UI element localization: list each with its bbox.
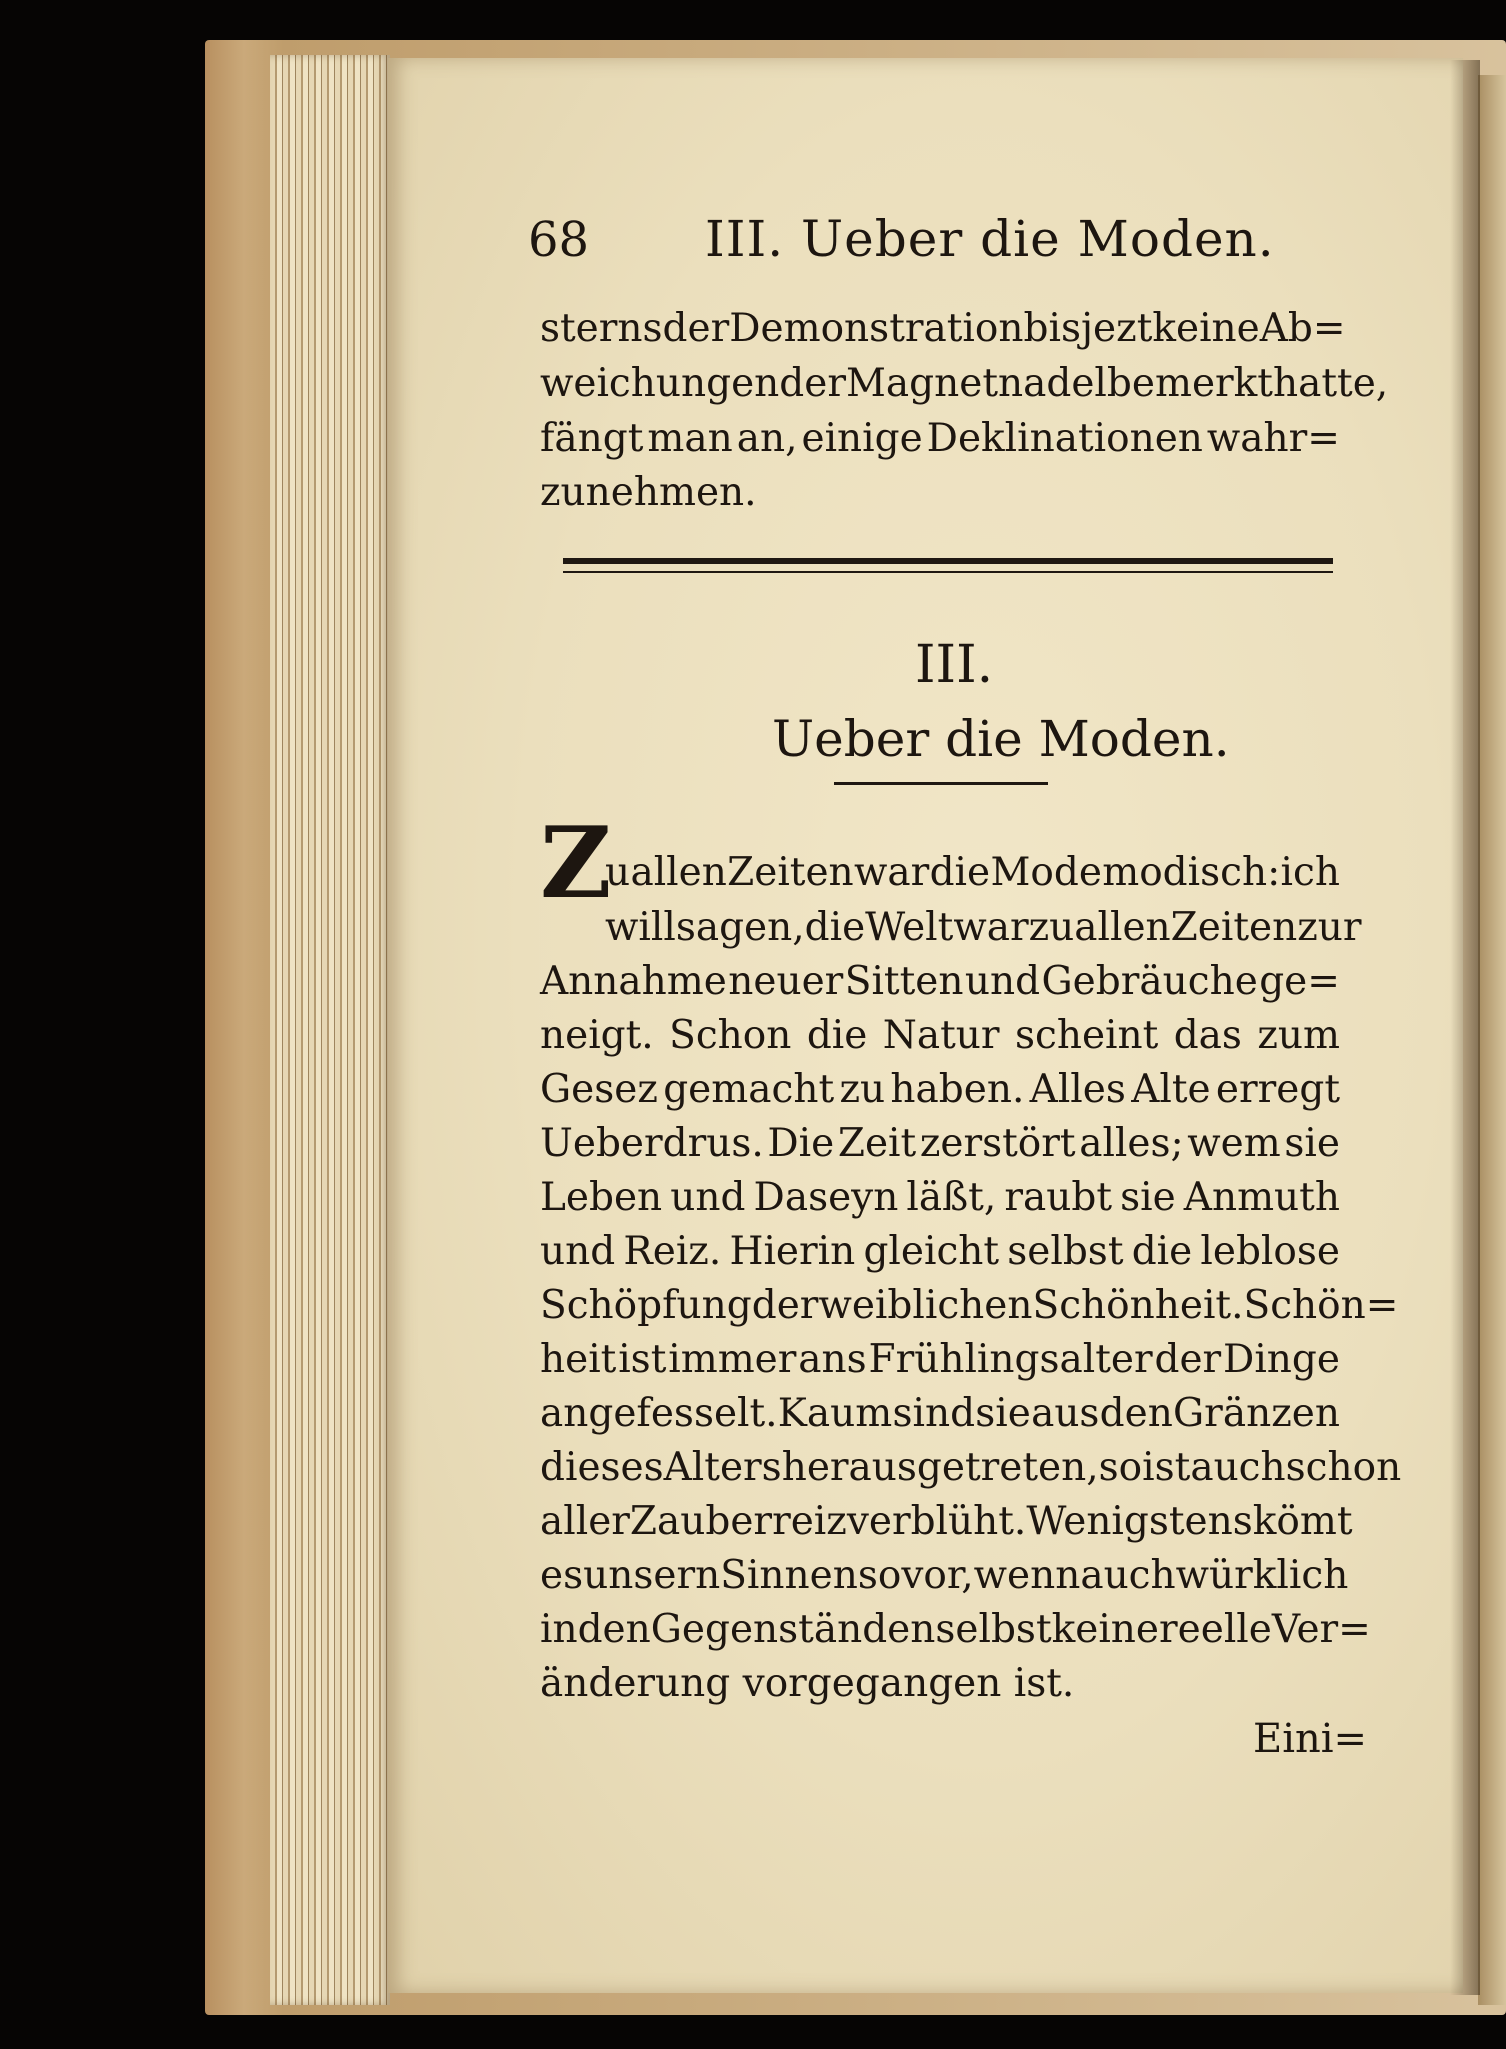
body-line: änderung vorgegangen ist. [540, 1661, 1075, 1706]
page-edges [270, 55, 390, 2005]
body-line: angefesselt. Kaum sind sie aus den Gränzen [540, 1391, 1340, 1436]
continuation-line: sterns der Demonstration bis jezt keine Ab= [540, 306, 1346, 351]
body-line: neigt. Schon die Natur scheint das zum [540, 1013, 1340, 1058]
body-line: heit ist immer ans Frühlingsalter der Dinge [540, 1337, 1340, 1382]
running-title: III. Ueber die Moden. [705, 210, 1275, 268]
continuation-line: zunehmen. [540, 470, 757, 515]
section-divider-thin [563, 571, 1333, 573]
body-line: Leben und Daseyn läßt, raubt sie Anmuth [540, 1175, 1340, 1220]
body-line: es unsern Sinnen so vor, wenn auch würklich [540, 1553, 1349, 1598]
body-line: Ueberdrus. Die Zeit zerstört alles; wem sie [540, 1121, 1340, 1166]
drop-cap: Z [540, 806, 612, 921]
body-line: Schöpfung der weiblichen Schönheit. Schön= [540, 1283, 1399, 1328]
body-line: will sagen, die Welt war zu allen Zeiten zur [605, 905, 1362, 950]
body-line: u allen Zeiten war die Mode modisch: ich [605, 850, 1340, 895]
catchword: Eini= [1253, 1716, 1368, 1762]
body-line: Annahme neuer Sitten und Gebräuche ge= [540, 959, 1340, 1004]
body-line: und Reiz. Hierin gleicht selbst die leblose [540, 1229, 1340, 1274]
chapter-number: III. [915, 635, 994, 695]
body-line: dieses Alters herausgetreten, so ist auch schon [540, 1445, 1402, 1490]
body-line: in den Gegenständen selbst keine reelle Ver= [540, 1607, 1371, 1652]
body-line: Gesez gemacht zu haben. Alles Alte erregt [540, 1067, 1340, 1112]
gutter-shadow [1450, 60, 1480, 1995]
title-underline [834, 782, 1048, 785]
body-line: aller Zauberreiz verblüht. Wenigstens kömt [540, 1499, 1353, 1544]
section-divider [563, 558, 1333, 564]
continuation-line: fängt man an, einige Deklinationen wahr= [540, 416, 1340, 461]
facing-page-edge [1478, 75, 1506, 2005]
chapter-title: Ueber die Moden. [772, 710, 1230, 768]
page-number: 68 [528, 212, 590, 268]
continuation-line: weichungen der Magnetnadel bemerkt hatte, [540, 361, 1389, 406]
